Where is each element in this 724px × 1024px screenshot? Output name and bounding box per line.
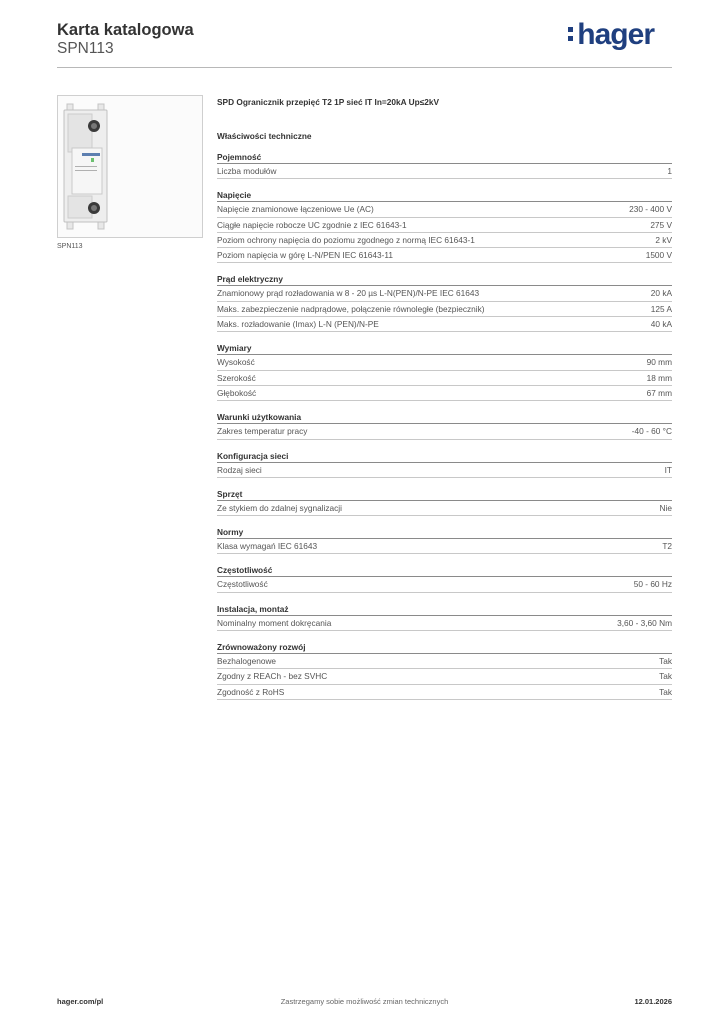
- spec-sheet: [217, 95, 672, 700]
- spec-row: [217, 202, 672, 217]
- logo-dots-icon: [568, 18, 574, 45]
- spec-value: Tak: [659, 686, 672, 697]
- page-footer: [57, 997, 672, 1009]
- page-header: [57, 20, 672, 68]
- spec-group-title: Częstotliwość: [217, 564, 672, 577]
- spec-value: 18 mm: [646, 372, 672, 383]
- spec-row: [217, 233, 672, 248]
- product-code: SPN113: [57, 40, 114, 57]
- spec-row: [217, 539, 672, 554]
- footer-date: 12.01.2026: [634, 997, 672, 1006]
- spec-label: Klasa wymagań IEC 61643: [217, 541, 318, 552]
- spec-row: [217, 577, 672, 592]
- spec-value: 20 kA: [650, 288, 672, 299]
- spec-group-title: Warunki użytkowania: [217, 411, 672, 424]
- spec-row: [217, 286, 672, 301]
- spec-groups: [217, 151, 672, 700]
- spec-row: [217, 164, 672, 179]
- spec-label: Bezhalogenowe: [217, 656, 277, 667]
- spec-label: Zgodny z REACh - bez SVHC: [217, 671, 328, 682]
- spec-row: [217, 424, 672, 439]
- spec-group-title: Zrównoważony rozwój: [217, 641, 672, 654]
- spec-label: Częstotliwość: [217, 579, 268, 590]
- footer-note: Zastrzegamy sobie możliwość zmian technicznych: [280, 997, 449, 1006]
- spec-value: 125 A: [650, 303, 672, 314]
- product-description: SPD Ogranicznik przepięć T2 1P sieć IT In=20kA Up≤2kV: [217, 97, 439, 107]
- spec-row: [217, 371, 672, 386]
- spec-value: 1500 V: [645, 250, 672, 261]
- spec-value: -40 - 60 °C: [631, 426, 672, 437]
- spec-label: Liczba modułów: [217, 166, 277, 176]
- spec-row: [217, 685, 672, 700]
- spec-value: 275 V: [650, 219, 672, 230]
- logo-text: hager: [577, 18, 654, 51]
- spec-row: [217, 355, 672, 370]
- spec-row: [217, 302, 672, 317]
- spec-label: Zgodność z RoHS: [217, 686, 285, 697]
- surge-protector-icon: [58, 96, 202, 237]
- spec-group-title: Instalacja, montaż: [217, 603, 672, 616]
- spec-label: Znamionowy prąd rozładowania w 8 - 20 µs L-N(PEN)/N-PE IEC 61643: [217, 288, 480, 299]
- spec-value: Tak: [659, 671, 672, 682]
- footer-website: hager.com/pl: [57, 997, 104, 1006]
- spec-value: 1: [667, 166, 672, 176]
- spec-label: Szerokość: [217, 372, 256, 383]
- spec-row: [217, 386, 672, 401]
- spec-group-title: Konfiguracja sieci: [217, 450, 672, 463]
- spec-row: [217, 248, 672, 263]
- spec-label: Wysokość: [217, 357, 255, 368]
- spec-value: 40 kA: [650, 319, 672, 330]
- spec-label: Głębokość: [217, 387, 257, 398]
- spec-row: [217, 669, 672, 684]
- header-divider: [57, 67, 672, 68]
- section-title: Właściwości techniczne: [217, 131, 312, 141]
- spec-value: 3,60 - 3,60 Nm: [617, 617, 672, 628]
- spec-group-title: Prąd elektryczny: [217, 273, 672, 286]
- spec-group-title: Wymiary: [217, 342, 672, 355]
- spec-label: Poziom ochrony napięcia do poziomu zgodnego z normą IEC 61643-1: [217, 234, 475, 245]
- product-image: [57, 95, 203, 238]
- hager-logo: [568, 18, 654, 52]
- spec-label: Nominalny moment dokręcania: [217, 617, 332, 628]
- spec-row: [217, 616, 672, 631]
- spec-value: 230 - 400 V: [629, 204, 672, 215]
- spec-row: [217, 654, 672, 669]
- spec-label: Napięcie znamionowe łączeniowe Ue (AC): [217, 204, 374, 215]
- spec-label: Maks. zabezpieczenie nadprądowe, połączenie równoległe (bezpiecznik): [217, 303, 485, 314]
- spec-label: Ciągłe napięcie robocze UC zgodnie z IEC 61643-1: [217, 219, 407, 230]
- spec-label: Rodzaj sieci: [217, 464, 262, 475]
- spec-value: 90 mm: [646, 357, 672, 368]
- spec-group-title: Sprzęt: [217, 488, 672, 501]
- spec-group-title: Normy: [217, 526, 672, 539]
- spec-label: Poziom napięcia w górę L-N/PEN IEC 61643-11: [217, 250, 394, 261]
- spec-label: Ze stykiem do zdalnej sygnalizacji: [217, 502, 342, 513]
- spec-label: Maks. rozładowanie (Imax) L-N (PEN)/N-PE: [217, 319, 379, 330]
- spec-row: [217, 317, 672, 332]
- spec-value: Nie: [659, 502, 672, 513]
- spec-value: T2: [662, 541, 672, 552]
- spec-label: Zakres temperatur pracy: [217, 426, 308, 437]
- spec-value: 50 - 60 Hz: [633, 579, 672, 590]
- spec-row: [217, 218, 672, 233]
- spec-value: 2 kV: [655, 234, 672, 245]
- spec-group-title: Pojemność: [217, 151, 672, 164]
- spec-row: [217, 501, 672, 516]
- spec-value: 67 mm: [646, 387, 672, 398]
- page-title: Karta katalogowa: [57, 21, 194, 39]
- spec-value: IT: [664, 464, 672, 475]
- spec-value: Tak: [659, 656, 672, 667]
- spec-row: [217, 463, 672, 478]
- spec-group-title: Napięcie: [217, 189, 672, 202]
- product-caption: SPN113: [57, 243, 83, 250]
